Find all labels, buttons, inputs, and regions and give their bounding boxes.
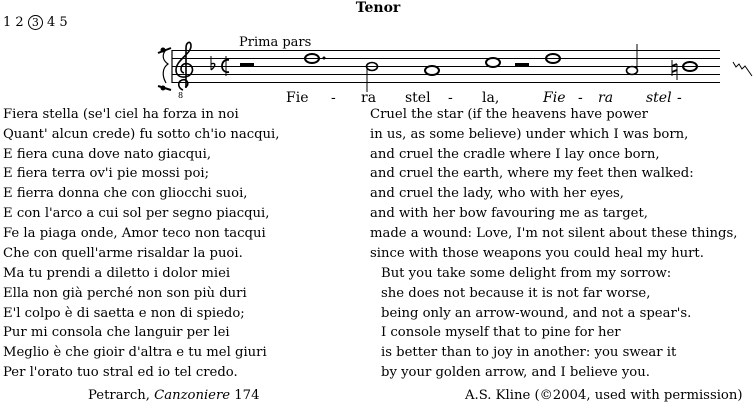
- lyric-syllable: stel: [405, 90, 431, 106]
- lyric-syllable: Fie: [543, 90, 566, 106]
- lyric-hyphen: -: [331, 90, 336, 106]
- staff-lines: [172, 51, 720, 83]
- poem-italian-stanza-2: [3, 264, 267, 383]
- part-2: 2: [15, 15, 24, 30]
- poem-line: Pur mi consola che languir per lei: [3, 325, 230, 341]
- part-3-selected: 3: [28, 15, 43, 30]
- lyric-hyphen: -: [578, 90, 583, 106]
- treble-clef-8vb-icon: [176, 42, 192, 100]
- poem-line: E fierra donna che con gliocchi suoi,: [3, 186, 248, 202]
- lyric-syllable: la,: [482, 90, 500, 106]
- poem-line: Fiera stella (se'l ciel ha forza in noi: [3, 107, 239, 122]
- lyric-hyphen: -: [677, 90, 682, 106]
- poem-line: being only an arrow-wound, and not a spear's.: [381, 305, 692, 321]
- lyric-syllable: Fie: [286, 90, 309, 106]
- note-whole-2: [486, 58, 500, 67]
- rest-1: [240, 63, 254, 67]
- system-brace: [158, 48, 172, 91]
- lyric-syllable: ra: [598, 90, 614, 106]
- poem-line: and cruel the cradle where I lay once born,: [370, 146, 660, 162]
- part-4: 4: [46, 15, 56, 30]
- lyric-syllable: stel: [646, 90, 672, 106]
- credit-author: Petrarch,: [88, 388, 155, 403]
- lyric-syllable: ra: [361, 90, 377, 106]
- credit-italian: [88, 388, 259, 403]
- poem-line: she does not because it is not far worse,: [381, 285, 651, 301]
- poem-line: Meglio è che gioir d'altra e tu mel giuri: [3, 345, 267, 361]
- note-whole-1: [425, 66, 439, 75]
- poem-line: since with those weapons you could heal my hurt.: [370, 245, 704, 261]
- poem-line: Che con quell'arme risaldar la puoi.: [3, 245, 243, 261]
- poem-line: Per l'orato tuo stral ed io tel credo.: [3, 364, 238, 380]
- poem-line: in us, as some believe) under which I was born,: [370, 126, 689, 142]
- poem-line: and cruel the earth, where my feet then walked:: [370, 166, 694, 182]
- poem-line: Ma tu prendi a diletto i dolor miei: [3, 266, 231, 281]
- credit-number: 174: [230, 388, 260, 403]
- poem-line: Quant' alcun crede) fu sotto ch'io nacqui,: [3, 126, 280, 142]
- poem-line: E fiera terra ov'i pie mossi poi;: [3, 166, 210, 182]
- poem-english-stanza-2: [381, 264, 691, 383]
- poem-line: But you take some delight from my sorrow:: [381, 266, 672, 281]
- poem-line: E con l'arco a cui sol per segno piacqui,: [3, 205, 270, 221]
- poem-line: Cruel the star (if the heavens have power: [370, 107, 648, 122]
- credit-english: A.S. Kline (©2004, used with permission): [465, 388, 743, 403]
- poem-line: by your golden arrow, and I believe you.: [381, 364, 650, 380]
- custos-icon: [733, 62, 752, 76]
- note-half-2: [627, 44, 638, 75]
- poem-line: I console myself that to pine for her: [381, 325, 621, 341]
- rest-2: [515, 63, 529, 67]
- poem-italian-stanza-1: [3, 105, 279, 263]
- poem-line: Fe la piaga onde, Amor teco non tacqui: [3, 225, 266, 241]
- tempo-marking: Prima pars: [239, 35, 312, 50]
- poem-line: and cruel the lady, who with her eyes,: [370, 186, 624, 202]
- natural-sign-icon: [672, 60, 677, 80]
- poem-line: E fiera cuna dove nato giacqui,: [3, 146, 212, 162]
- poem-english-stanza-1: [370, 105, 737, 263]
- credit-work: Canzoniere: [154, 388, 231, 403]
- poem-line: is better than to joy in another: you swear it: [381, 345, 677, 361]
- poem-line: Ella non già perché non son più duri: [3, 285, 247, 301]
- part-1: 1: [3, 15, 12, 30]
- score-title: Tenor: [355, 0, 401, 16]
- poem-line: made a wound: Love, I'm not silent about these things,: [370, 225, 738, 241]
- part-5: 5: [59, 15, 68, 30]
- lyric-hyphen: -: [448, 90, 453, 106]
- poem-line: E'l colpo è di saetta e non di spiedo;: [3, 305, 245, 321]
- poem-line: and with her bow favouring me as target,: [370, 205, 648, 221]
- svg-text:8: 8: [178, 91, 184, 100]
